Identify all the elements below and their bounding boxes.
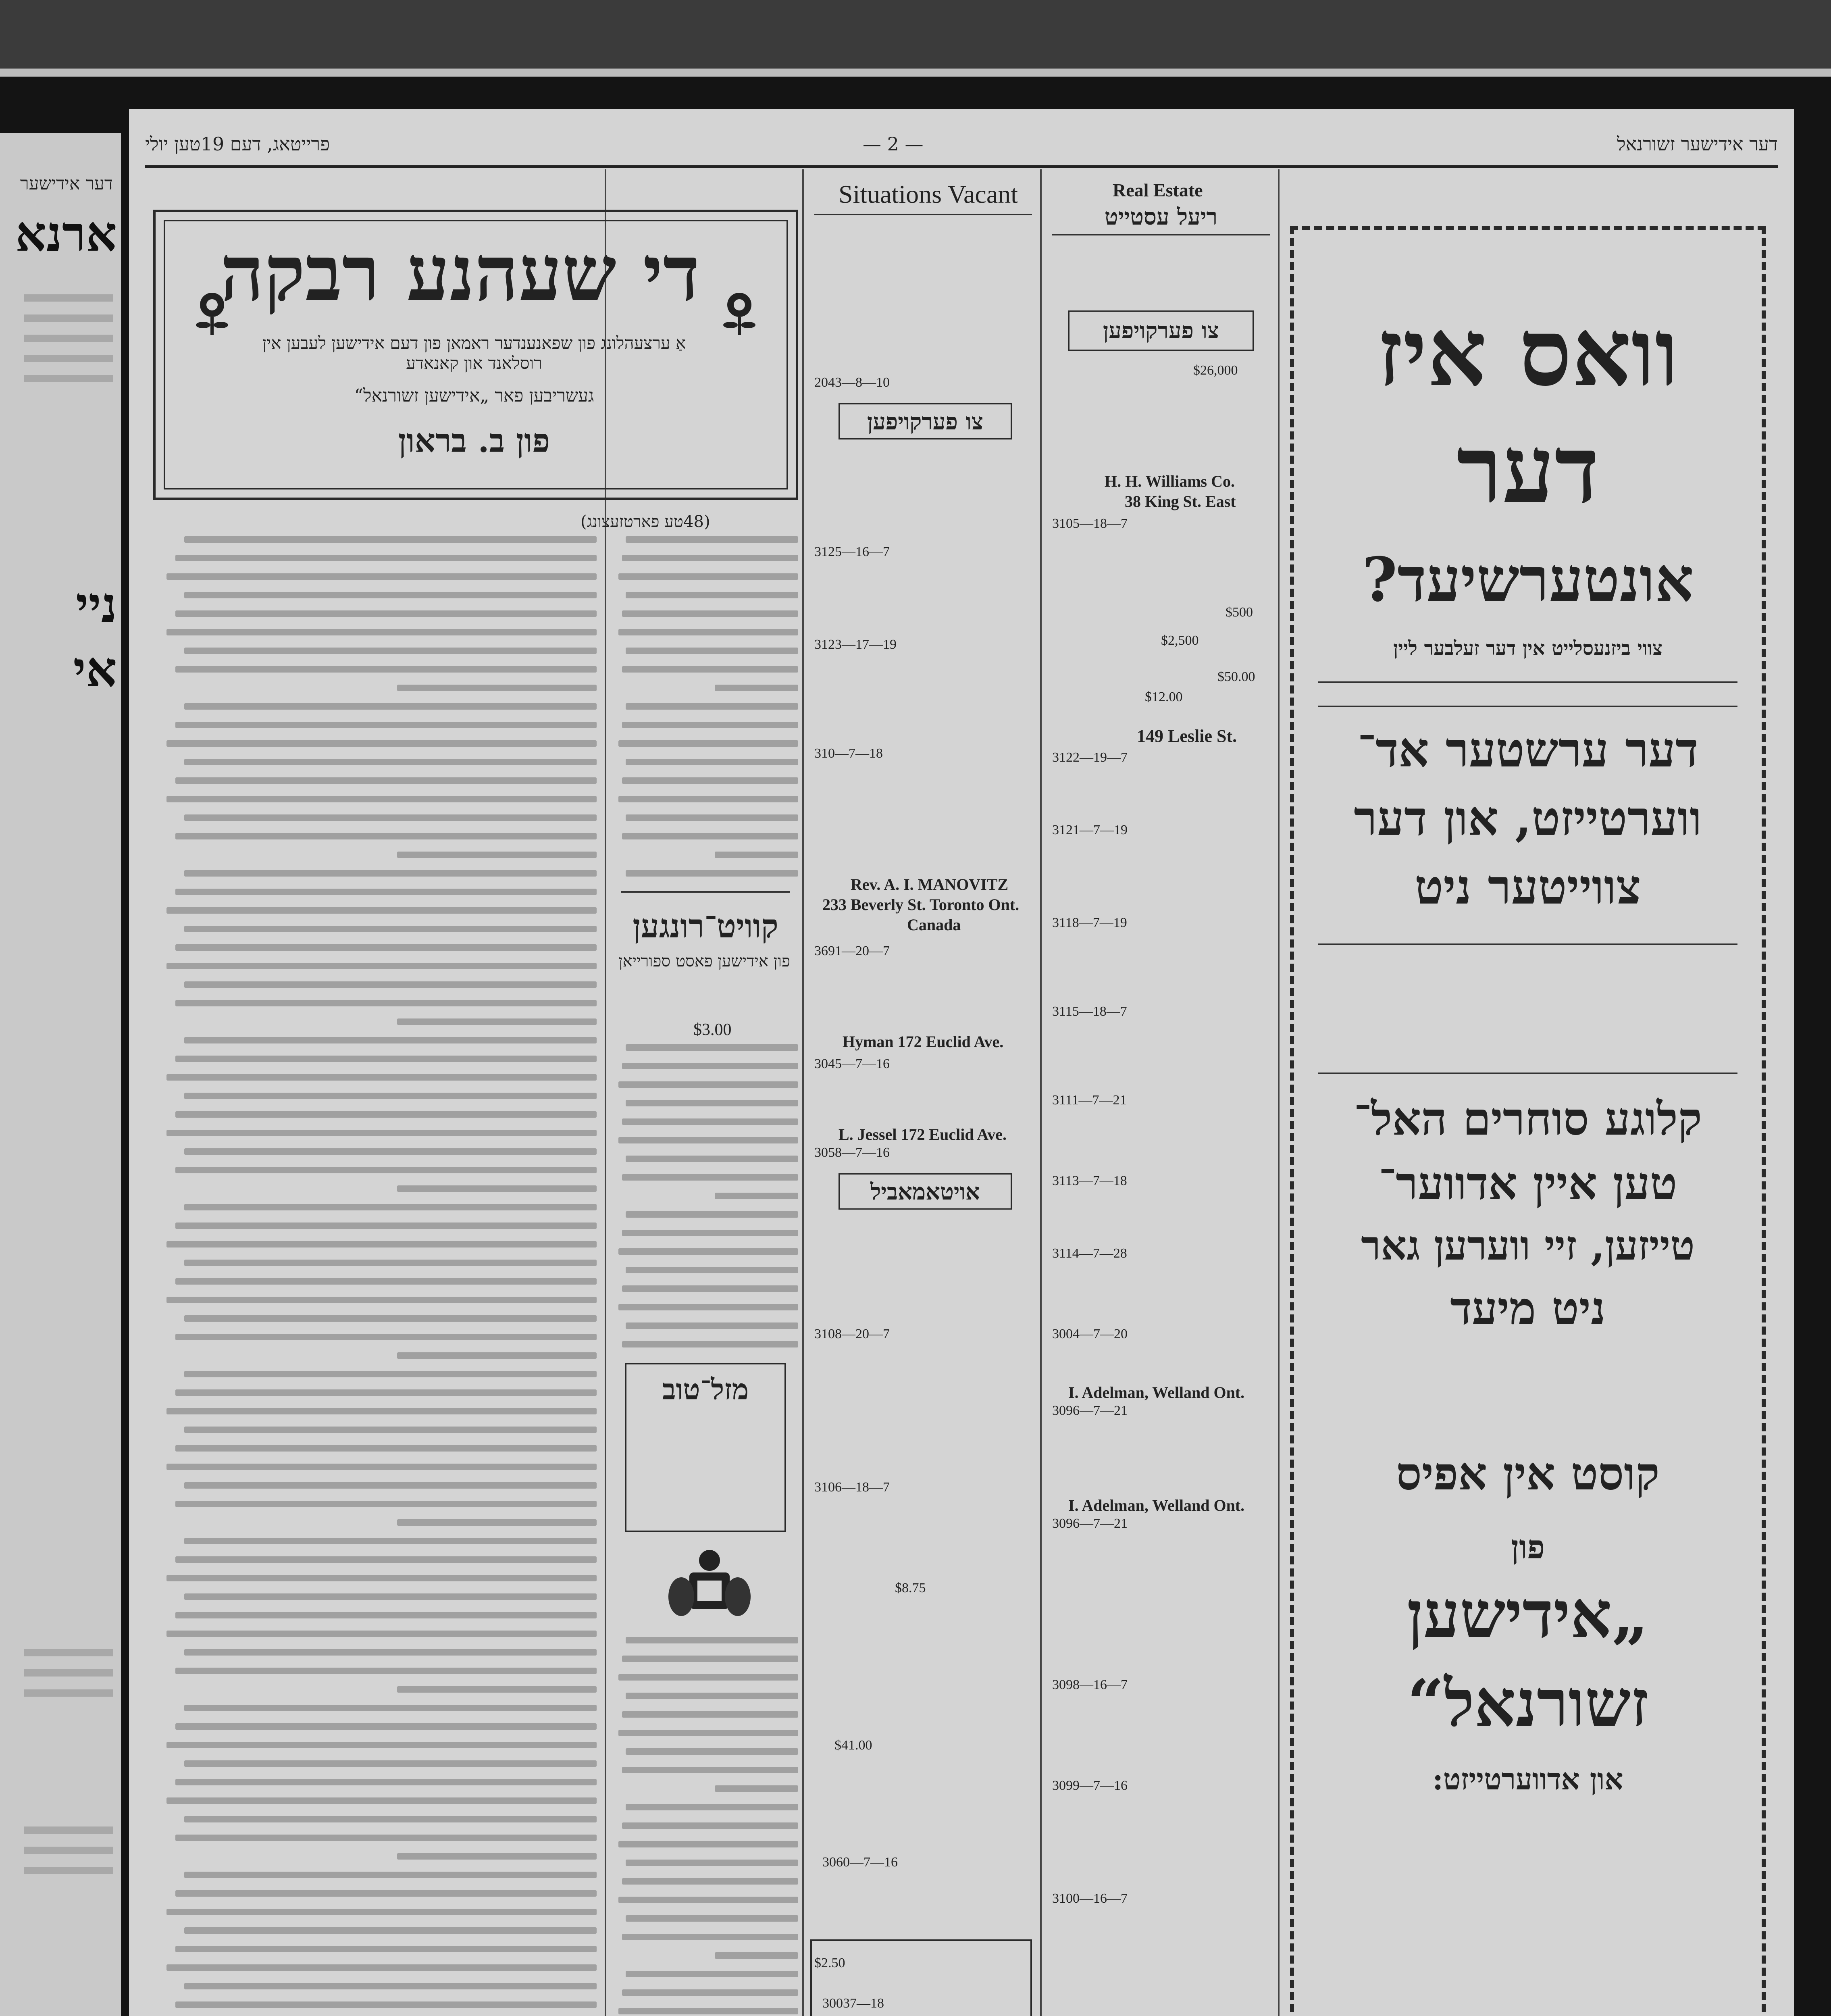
text-line: [175, 1612, 597, 1618]
text-line: [715, 1785, 798, 1792]
text-line: [618, 1897, 798, 1903]
price-text: $26,000: [1193, 363, 1238, 378]
text-line: [397, 1352, 597, 1359]
ad-code: 3058—7—16: [814, 1145, 890, 1160]
cooking-subheading: פון אידישען פאסט ספורייאן: [618, 952, 790, 971]
column-rule: [1278, 169, 1280, 2016]
text-line: [626, 536, 798, 543]
running-head-right: דער אידישער זשורנאל: [1617, 133, 1778, 155]
text-line: [166, 1074, 597, 1081]
text-line: [622, 1767, 798, 1773]
mazel-tov-box: [625, 1363, 786, 1532]
text-line: [622, 610, 798, 617]
ad-code: 3045—7—16: [814, 1056, 890, 1071]
manovitz-address: 233 Beverly St. Toronto Ont.: [822, 896, 1020, 914]
text-line: [622, 722, 798, 728]
text-line: [626, 759, 798, 765]
ad-line-jewish: „אידישען: [1407, 1577, 1649, 1652]
cooking-heading: קוויט־רונגען: [633, 907, 778, 945]
text-line: [626, 1804, 798, 1810]
text-line: [715, 1193, 798, 1199]
ad-code: 3122—19—7: [1052, 750, 1128, 765]
text-line: [618, 1730, 798, 1736]
text-line: [175, 1835, 597, 1841]
price-text: $8.75: [895, 1581, 926, 1595]
real-estate-for-sale: צו פערקויפען: [1103, 317, 1219, 344]
page-number: — 2 —: [863, 133, 924, 155]
text-line: [175, 1167, 597, 1173]
text-line: [166, 963, 597, 969]
text-line: [626, 1915, 798, 1922]
text-line: [626, 592, 798, 598]
price-text: $41.00: [834, 1738, 872, 1753]
text-line: [397, 1519, 597, 1526]
scanner-edge: [0, 69, 1831, 77]
text-line: [166, 796, 597, 802]
text-line: [622, 1934, 798, 1940]
text-line: [397, 685, 597, 691]
ad-line-never-tired: טייזען, זיי ווערען גאר: [1361, 1222, 1695, 1269]
serial-credit: געשריבען פאר „אידישען זשורנאל“: [354, 385, 594, 406]
text-line: [618, 1137, 798, 1143]
ad-code: 3125—16—7: [814, 544, 890, 559]
ad-code: 3108—20—7: [814, 1327, 890, 1341]
text-line: [175, 1890, 597, 1897]
text-line: [175, 555, 597, 561]
real-estate-header-yiddish: ריעל עסטייט: [1104, 204, 1218, 230]
scanner-top-bar: [0, 0, 1831, 69]
newspaper-page: [129, 109, 1794, 2016]
text-line: [622, 1174, 798, 1181]
text-line: [618, 1248, 798, 1255]
text-line: [175, 1779, 597, 1785]
text-line: [184, 592, 597, 598]
text-line: [184, 1093, 597, 1099]
text-line: [166, 1241, 597, 1248]
text-line: [175, 1946, 597, 1952]
text-line: [618, 1841, 798, 1847]
leslie-address: 149 Leslie St.: [1137, 726, 1237, 746]
text-line: [175, 1278, 597, 1285]
ad-code: 3100—16—7: [1052, 1891, 1128, 1906]
ad-code: 310—7—18: [814, 746, 883, 761]
ad-code: 3004—7—20: [1052, 1327, 1128, 1341]
text-line: [184, 1260, 597, 1266]
text-line: [175, 1056, 597, 1062]
text-line: [184, 1204, 597, 1210]
manovitz-name: Rev. A. I. MANOVITZ: [851, 875, 1009, 893]
text-line: [184, 1760, 597, 1767]
text-line: [618, 740, 798, 747]
ad-code: 3099—7—16: [1052, 1778, 1128, 1793]
text-line: [166, 1130, 597, 1136]
real-estate-for-sale-box: [1068, 310, 1254, 351]
text-line: [184, 1482, 597, 1489]
text-line: [618, 573, 798, 580]
rose-ornament-icon: [715, 289, 764, 337]
ad-line-first: דער ערשטער אד־: [1357, 722, 1698, 778]
ad-code: 3105—18—7: [1052, 516, 1128, 531]
ad-code: 3691—20—7: [814, 943, 890, 958]
text-line: [622, 1063, 798, 1069]
text-line: [175, 1389, 597, 1396]
text-line: [166, 1742, 597, 1748]
serial-body-column-2: [613, 536, 798, 879]
text-line: [166, 1408, 597, 1414]
ad-line-second-not: צווייטער ניט: [1415, 859, 1641, 915]
text-line: [184, 536, 597, 543]
prev-page-headline: ארנא: [15, 206, 117, 262]
text-line: [166, 1797, 597, 1804]
column-2-ads-text: [613, 1637, 798, 2016]
text-line: [184, 759, 597, 765]
ad-code: 30037—18: [822, 1996, 884, 2011]
ad-code: 3106—18—7: [814, 1480, 890, 1495]
text-line: [626, 1971, 798, 1977]
serial-body-column-1: [153, 536, 597, 2016]
text-line: [175, 1723, 597, 1730]
text-line: [626, 1322, 798, 1329]
williams-address: 38 King St. East: [1125, 492, 1236, 510]
ad-line-the: דער: [1456, 415, 1599, 524]
ad-line-what-is: וואס איז: [1377, 298, 1679, 407]
williams-company: H. H. Williams Co.: [1105, 472, 1235, 490]
text-line: [626, 1211, 798, 1218]
ad-line-and-advertise: און אדווערטייזט:: [1432, 1762, 1623, 1796]
ad-line-journal: זשורנאל“: [1407, 1665, 1649, 1741]
text-line: [184, 1816, 597, 1822]
text-line: [166, 907, 597, 914]
text-line: [166, 1631, 597, 1637]
ad-line-tired: ניט מיעד: [1450, 1282, 1606, 1335]
ad-code: 3096—7—21: [1052, 1516, 1128, 1531]
text-line: [626, 870, 798, 877]
text-line: [166, 1575, 597, 1581]
text-line: [175, 1334, 597, 1340]
column-rule: [1040, 169, 1042, 2016]
text-line: [622, 1341, 798, 1347]
for-sale-box: [839, 403, 1012, 439]
adelman-address: I. Adelman, Welland Ont.: [1068, 1383, 1245, 1402]
ad-code: 3113—7—18: [1052, 1173, 1127, 1188]
ad-line-two-businessmen: צווי ביזנעסלייט אין דער זעלבער ליין: [1393, 637, 1662, 660]
ad-code: 3114—7—28: [1052, 1246, 1127, 1261]
text-line: [175, 944, 597, 951]
text-line: [184, 1649, 597, 1656]
text-line: [184, 814, 597, 821]
text-line: [184, 1148, 597, 1155]
text-line: [622, 555, 798, 561]
text-line: [622, 1230, 798, 1236]
ad-line-keep-advertising: טען איין אדווער־: [1378, 1157, 1677, 1210]
text-line: [626, 1860, 798, 1866]
serial-chapter-note: (48טע פארטזעצונג): [581, 512, 710, 531]
text-line: [626, 703, 798, 710]
price-text: $2.50: [814, 1956, 845, 1970]
text-line: [618, 1304, 798, 1310]
ad-line-come-to-office: קוסט אין אפיס: [1396, 1447, 1660, 1500]
journal-advertisement: [1290, 226, 1766, 2016]
ad-code: 3098—16—7: [1052, 1677, 1128, 1692]
text-line: [622, 1989, 798, 1996]
text-line: [184, 1538, 597, 1544]
for-sale-heading: צו פערקויפען: [867, 408, 984, 435]
text-line: [622, 777, 798, 784]
ad-line-difference: אונטערשיעד?: [1362, 544, 1694, 615]
text-line: [184, 703, 597, 710]
text-line: [166, 573, 597, 580]
text-line: [184, 1037, 597, 1043]
text-line: [622, 666, 798, 673]
real-estate-header: Real Estate: [1113, 180, 1203, 200]
text-line: [184, 648, 597, 654]
text-line: [175, 1556, 597, 1563]
text-line: [184, 1872, 597, 1878]
situations-vacant-header: Situations Vacant: [839, 180, 1018, 208]
text-line: [184, 1315, 597, 1322]
automobile-box: [839, 1173, 1012, 1210]
text-line: [626, 1693, 798, 1699]
text-line: [626, 814, 798, 821]
text-line: [175, 1223, 597, 1229]
text-line: [166, 1297, 597, 1303]
cooking-price: $3.00: [693, 1020, 732, 1039]
serial-subtitle: אַ ערצעהלונג פון שפאנענדער ראמאן פון דעם אידישען לעבען אין רוסלאנד און קאנאדע: [262, 333, 686, 373]
text-line: [618, 629, 798, 635]
ad-code: 3123—17—19: [814, 637, 897, 652]
text-line: [618, 1081, 798, 1088]
prev-page-headline-3: אי: [73, 641, 117, 698]
hyman-address: Hyman 172 Euclid Ave.: [843, 1033, 1004, 1051]
text-line: [622, 833, 798, 839]
text-line: [622, 1118, 798, 1125]
text-line: [166, 1964, 597, 1971]
adelman-address-2: I. Adelman, Welland Ont.: [1068, 1496, 1245, 1514]
price-text: $12.00: [1145, 689, 1183, 704]
mazel-tov-heading: מזל־טוב: [662, 1372, 749, 1406]
text-line: [184, 1427, 597, 1433]
text-line: [626, 1100, 798, 1106]
text-line: [618, 1674, 798, 1681]
text-line: [626, 1044, 798, 1051]
text-line: [175, 1668, 597, 1674]
serial-author: פון ב. בראון: [398, 422, 550, 460]
text-line: [175, 2001, 597, 2008]
text-line: [397, 852, 597, 858]
automobile-heading: אויטאמאביל: [870, 1179, 980, 1205]
text-line: [166, 629, 597, 635]
ad-code: 3115—18—7: [1052, 1004, 1127, 1019]
text-line: [175, 722, 597, 728]
serial-title-box: [153, 210, 798, 500]
text-line: [175, 666, 597, 673]
text-line: [397, 1686, 597, 1693]
text-line: [184, 1983, 597, 1989]
price-text: $2,500: [1161, 633, 1199, 648]
text-line: [175, 889, 597, 895]
manovitz-country: Canada: [907, 916, 961, 934]
ad-line-advertises: ווערטייזט, און דער: [1354, 790, 1702, 846]
text-line: [397, 1018, 597, 1025]
ad-line-clever-merchants: קלוגע סוחרים האל־: [1354, 1093, 1702, 1145]
ad-code: 3060—7—16: [822, 1855, 898, 1870]
head-rule: [145, 165, 1778, 168]
text-line: [626, 1748, 798, 1755]
text-line: [715, 852, 798, 858]
text-line: [184, 926, 597, 932]
prev-page-headline-2: ניי: [76, 577, 117, 633]
text-line: [175, 833, 597, 839]
text-line: [175, 777, 597, 784]
crest-icon: [665, 1544, 754, 1625]
ad-code: 3096—7—21: [1052, 1403, 1128, 1418]
prev-page-head: דער אידישער: [20, 173, 113, 194]
text-line: [184, 981, 597, 988]
text-line: [622, 1656, 798, 1662]
ad-code: 3121—7—19: [1052, 823, 1128, 837]
text-line: [715, 685, 798, 691]
price-text: $50.00: [1217, 669, 1255, 684]
ad-code: 2043—8—10: [814, 375, 890, 390]
running-head-left: פרייטאג, דעם 19טען יולי: [145, 133, 330, 155]
previous-page-fragment: [0, 133, 121, 2016]
text-line: [626, 648, 798, 654]
text-line: [184, 1371, 597, 1377]
ad-line-of: פון: [1511, 1528, 1545, 1566]
text-line: [184, 1593, 597, 1600]
text-line: [622, 1711, 798, 1718]
text-line: [166, 1909, 597, 1915]
text-line: [166, 1464, 597, 1470]
serial-title: די שעהנע רבקה: [220, 228, 700, 318]
cooking-text: [613, 1044, 798, 1355]
text-line: [397, 1853, 597, 1860]
text-line: [715, 1952, 798, 1959]
text-line: [618, 2008, 798, 2014]
text-line: [622, 1822, 798, 1829]
text-line: [622, 1285, 798, 1292]
text-line: [184, 1705, 597, 1711]
text-line: [397, 1185, 597, 1192]
text-line: [175, 1000, 597, 1006]
text-line: [184, 1927, 597, 1934]
text-line: [184, 870, 597, 877]
text-line: [175, 610, 597, 617]
text-line: [175, 1501, 597, 1507]
ad-code: 3118—7—19: [1052, 915, 1127, 930]
text-line: [626, 1267, 798, 1273]
jessel-address: L. Jessel 172 Euclid Ave.: [839, 1125, 1007, 1143]
text-line: [622, 1878, 798, 1885]
text-line: [166, 740, 597, 747]
text-line: [175, 1111, 597, 1118]
text-line: [175, 1445, 597, 1452]
text-line: [618, 796, 798, 802]
price-text: $500: [1226, 605, 1253, 620]
text-line: [626, 1637, 798, 1643]
column-rule: [802, 169, 804, 2016]
ad-code: 3111—7—21: [1052, 1093, 1127, 1108]
text-line: [626, 1156, 798, 1162]
